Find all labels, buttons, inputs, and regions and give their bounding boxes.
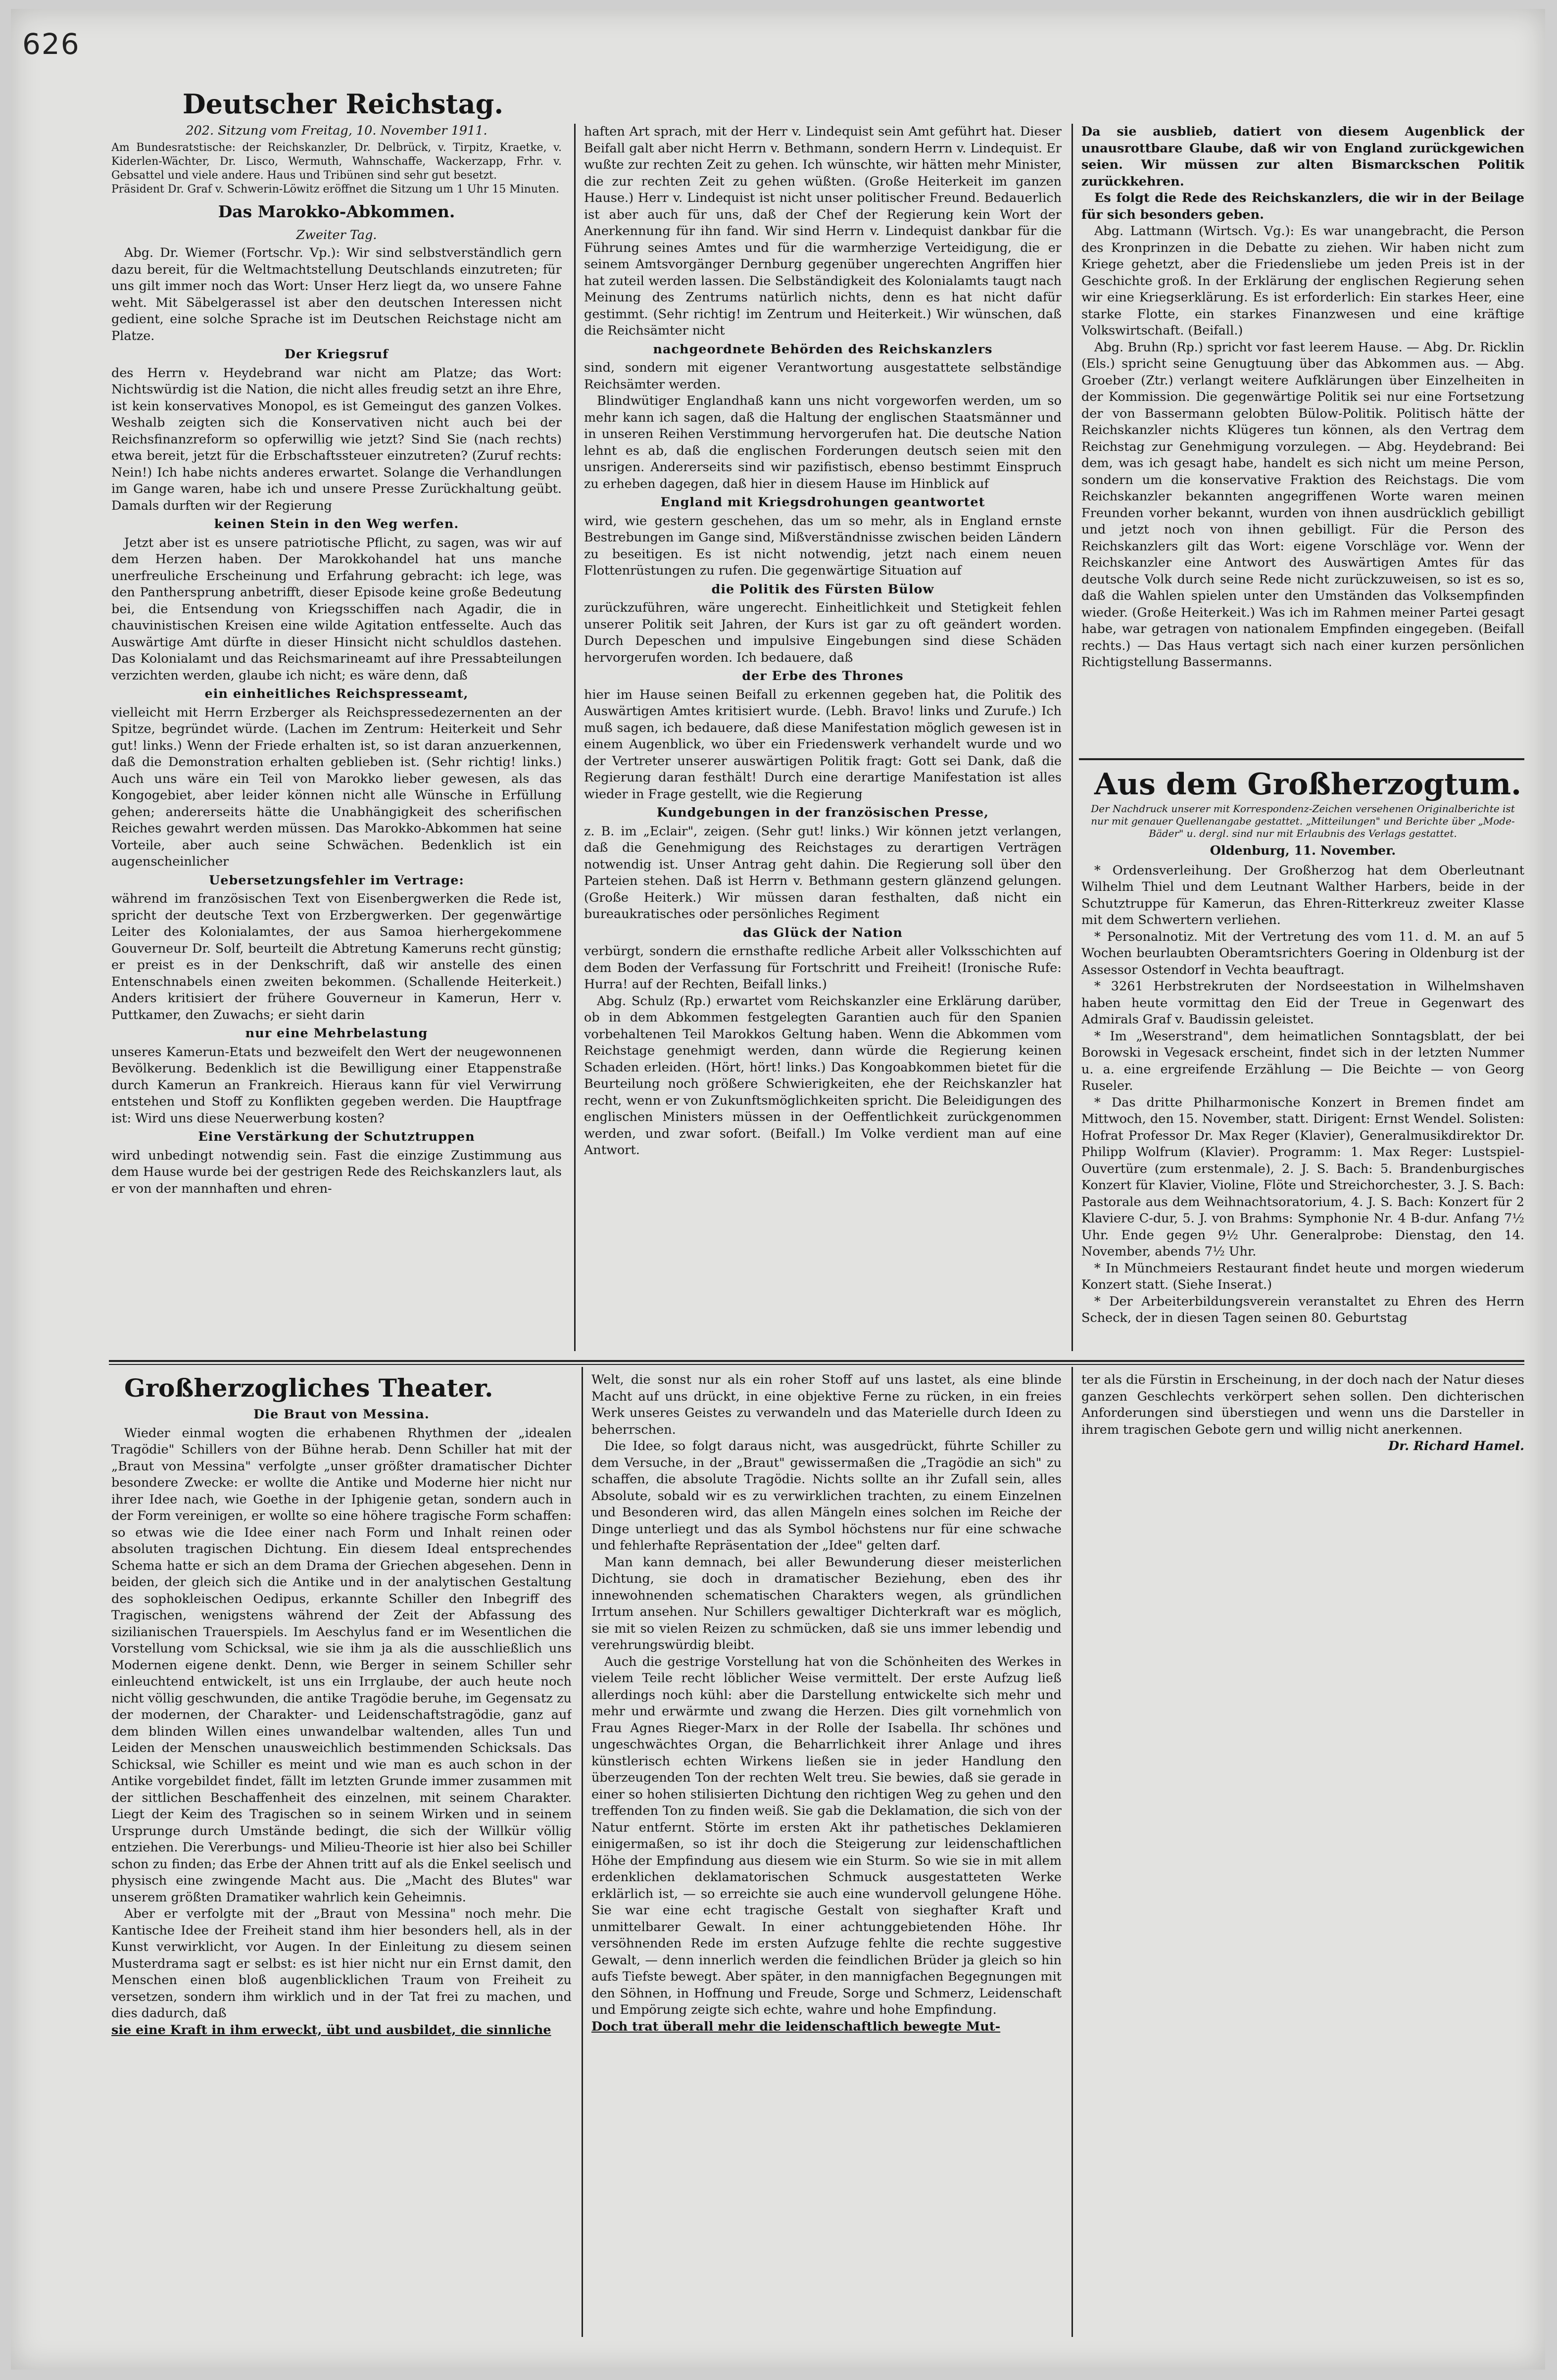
paragraph: Auch die gestrige Vorstellung hat von die Schönheiten des Werkes in vielem Teile recht löblicher Weise vermittelt. Der erste Aufzug ließ allerdings noch kühl: aber die Darstellung entwickelte sich mehr und mehr und erwärmte und zwang die Herzen. Dies gilt vornehmlich von Frau Agnes Rieger-Marx in der Rolle der Isabella. Ihr schönes und ungeschwächtes Organ, die Beharrlichkeit ihrer Anlage und ihres künstlerisch echten Wirkens ließen sie in jeder Handlung den überzeugenden Ton der rechten Welt treu. Sie bewies, daß sie gerade in einer so hohen stilisierten Dichtung den richtigen Weg zu gehen und den treffenden Ton zu finden weiß. Sie gab die Deklamation, die sich von der Natur entfernt. Störte im ersten Akt ihr pathetisches Deklamieren einigermaßen, so ist ihr doch die Steigerung zur leidenschaftlichen Höhe der Empfindung aus diesem wie ein Sturm. So wie sie in mit allem erdenklichen deklamatorischen Schmuck ausgestatteten Werke erklärlich ist, — so erreichte sie auch eine wundervoll gelungene Höhe. Sie war eine echt tragische Gestalt von sieghafter Kraft und unmittelbarer Gewalt. In einer achtunggebietenden Höhe. Ihr versöhnenden Rede im ersten Aufzuge fehlte die rechte suggestive Gewalt, — denn innerlich werden die feindlichen Brüder ja gleich so hin aufs Tiefste bewegt. Aber später, in den mannigfachen Begegnungen mit den Söhnen, in Hoffnung und Freude, Sorge und Schmerz, Leidenschaft und Empörung zeigte sich echte, wahre und hohe Empfindung. — [591, 1654, 1062, 2017]
news-item: * Ordensverleihung. Der Großherzog hat dem Oberleutnant Wilhelm Thiel und dem Leutnant Walther Harbers, beide in der Schutztruppe für Kamerun, das Ehren-Ritterkreuz zweiter Klasse mit dem Schwertern verliehen. — [1081, 863, 1524, 927]
paragraph: Welt, die sonst nur als ein roher Stoff auf uns lastet, als eine blinde Macht auf uns drückt, in eine objektive Ferne zu rücken, in ein freies Werk unseres Geistes zu verwandeln und das Materielle durch Ideen zu beherrschen. — [591, 1372, 1062, 1437]
paragraph: Man kann demnach, bei aller Bewunderung dieser meisterlichen Dichtung, sie doch in dramatischer Beziehung, eben des ihr innewohnenden schematischen Charakters wegen, als gründlichen Irrtum ansehen. Nur Schillers gewaltiger Dichterkraft war es möglich, sie mit so vielen Reizen zu schmücken, daß sie uns immer lebendig und verehrungswürdig bleibt. — [591, 1554, 1062, 1652]
paragraph: ter als die Fürstin in Erscheinung, in der doch nach der Natur dieses ganzen Geschlechts verkörpert sehen sollen. Den dichterischen Anforderungen sind überstiegen und wenn uns die Darsteller in ihrem tragischen Gebote gern und willig nicht anerkennen. — [1081, 1372, 1524, 1437]
paragraph: wird unbedingt notwendig sein. Fast die einzige Zustimmung aus dem Hause wurde bei der gestrigen Rede des Reichskanzlers laut, als er von der mannhaften und ehren- — [111, 1148, 562, 1196]
news-item: * Im „Weserstrand", dem heimatlichen Sonntagsblatt, der bei Borowski in Vegesack erscheint, findet sich in der letzten Nummer u. a. eine ergreifende Erzählung — Die Beichte — von Georg Ruseler. — [1081, 1028, 1524, 1093]
play-title: Die Braut von Messina. — [253, 1407, 430, 1422]
paragraph: z. B. im „Eclair", zeigen. (Sehr gut! links.) Wir können jetzt verlangen, daß die Genehmigung des Reichstages zu derartigen Verträgen notwendig ist. Unser Antrag geht dahin. Die Regierung soll über den Parteien stehen. Daß ist Herrn v. Bethmann gestern glänzend gelungen. (Große Heiterk.) Wir müssen daran festhalten, daß nicht ein bureaukratisches oder persönliches Regiment — [584, 824, 1062, 922]
reichstag-column — [111, 87, 562, 1356]
subheading: die Politik des Fürsten Bülow — [711, 582, 934, 597]
subheading: keinen Stein in den Weg werfen. — [214, 517, 459, 532]
column-rule-3 — [582, 1367, 583, 2337]
subheading: Uebersetzungsfehler im Vertrage: — [209, 873, 464, 888]
paragraph: während im französischen Text von Eisenbergwerken die Rede ist, spricht der deutsche Text von Erzbergwerken. Der gegenwärtige Leiter des Kolonialamtes, der aus Samoa hierhergekommene Gouverneur Dr. Solf, beurteilt die Abtretung Kameruns recht günstig; er preist es in der Denkschrift, daß wir anstelle des einen Entenschnabels einen zweiten bekommen. (Schallende Heiterkeit.) Anders kritisiert der frühere Gouverneur in Kamerun, Herr v. Puttkamer, den Zuwachs; er sieht darin — [111, 891, 562, 1022]
column-rule-2 — [1071, 124, 1073, 1351]
paragraph: zurückzuführen, wäre ungerecht. Einheitlichkeit und Stetigkeit fehlen unserer Politik seit Jahren, der Kurs ist gar zu oft geändert worden. Durch Depeschen und impulsive Eingebungen sind diese Schäden hervorgerufen worden. Ich bedauere, daß — [584, 600, 1062, 665]
session-line: 202. Sitzung vom Freitag, 10. November 1911. — [186, 123, 487, 138]
news-item: * In Münchmeiers Restaurant findet heute und morgen wiederum Konzert statt. (Siehe Inserat.) — [1081, 1261, 1524, 1292]
paragraph: Aber er verfolgte mit der „Braut von Messina" noch mehr. Die Kantische Idee der Freiheit stand ihm hier besonders hell, als in der Kunst verwirklicht, vor Augen. In der Einleitung zu diesem seinen Musterdrama sagt er selbst: es ist hier nicht nur ein Ernst damit, den Menschen einen bloß augenblicklichen Traum von Freiheit zu versetzen, sondern ihm wirklich und in der Tat frei zu machen, und dies dadurch, daß — [111, 1906, 572, 2021]
subheading: Eine Verstärkung der Schutztruppen — [198, 1129, 475, 1144]
review-signature: Dr. Richard Hamel. — [1388, 1439, 1524, 1454]
reichstag-title: Deutscher Reichstag. — [182, 88, 504, 120]
news-item: * Personalnotiz. Mit der Vertretung des vom 11. d. M. an auf 5 Wochen beurlaubten Oberamtsrichters Goering in Oldenburg ist der Assessor Ostendorf in Vechta beauftragt. — [1081, 929, 1524, 977]
paragraph: Blindwütiger Englandhaß kann uns nicht vorgeworfen werden, um so mehr kann ich sagen, daß die Haltung der englischen Staatsmänner und in unseren Reihen Verstimmung hervorgerufen hat. Die deutsche Nation lehnt es ab, daß die englischen Forderungen deutsch seien mit den unsrigen. Andererseits sind wir pazifistisch, ebenso bestimmt Einspruch zu erheben dagegen, daß hier in diesem Hause im Hinblick auf — [584, 393, 1062, 491]
column-rule-4 — [1071, 1367, 1073, 2337]
theater-column-2 — [591, 1372, 1062, 2339]
oldenburg-title: Aus dem Großherzogtum. — [1094, 767, 1521, 802]
subheading: nur eine Mehrbelastung — [245, 1026, 428, 1041]
subheading: England mit Kriegsdrohungen geantwortet — [660, 495, 985, 510]
paragraph: Es folgt die Rede des Reichskanzlers, die wir in der Beilage für sich besonders geben. — [1081, 191, 1524, 222]
theater-title: Großherzogliches Theater. — [124, 1373, 493, 1403]
page-number: 626 — [22, 27, 80, 61]
paragraph: Da sie ausblieb, datiert von diesem Augenblick der unausrottbare Glaube, daß wir von England zurückgewichen seien. Wir müssen zur alten Bismarckschen Politik zurückkehren. — [1081, 124, 1524, 189]
column-rule-1 — [574, 124, 576, 1351]
reichstag-column-2 — [584, 124, 1062, 1356]
president-line: Präsident Dr. Graf v. Schwerin-Löwitz eröffnet die Sitzung um 1 Uhr 15 Minuten. — [111, 183, 560, 195]
news-item: * 3261 Herbstrekruten der Nordseestation in Wilhelmshaven haben heute vormittag den Eid der Treue in Gegenwart des Admirals Graf v. Baudissin geleistet. — [1081, 979, 1524, 1027]
theater-column-3 — [1081, 1372, 1524, 2339]
section-divider — [109, 1360, 1524, 1362]
paragraph: Jetzt aber ist es unsere patriotische Pflicht, zu sagen, was wir auf dem Herzen haben. Der Marokkohandel hat uns manche unerfreuliche Erscheinung und Erfahrung gebracht: ich lege, was den Panthersprung anbetrifft, dieser Episode keine große Bedeutung bei, die Entsendung von Kriegsschiffen nach Agadir, die in chauvinistischen Kreisen eine wilde Agitation entfesselte. Auch das Auswärtige Amt dürfte in dieser Hinsicht nicht schuldlos dastehen. Das Kolonialamt und das Reichsmarineamt auf ihre Pressabteilungen verzichten werden, glaube ich nicht; es wäre denn, daß — [111, 535, 562, 683]
paragraph: verbürgt, sondern die ernsthafte redliche Arbeit aller Volksschichten auf dem Boden der Verfassung für Fortschritt und Freiheit! (Ironische Rufe: Hurra! auf der Rechten, Beifall links.) — [584, 944, 1062, 992]
news-item: * Der Arbeiterbildungsverein veranstaltet zu Ehren des Herrn Scheck, der in diesen Tagen seinen 80. Geburtstag — [1081, 1294, 1524, 1325]
subheading: der Erbe des Thrones — [742, 669, 904, 683]
news-item: * Das dritte Philharmonische Konzert in Bremen findet am Mittwoch, den 15. November, statt. Dirigent: Ernst Wendel. Solisten: Hofrat Professor Dr. Max Reger (Klavier), Generalmusikdirektor Dr. Philipp Wolfrum (Klavier). Programm: 1. Max Reger: Lustspiel-Ouvertüre (zum erstenmale), 2. J. S. Bach: 5. Brandenburgisches Konzert für Klavier, Violine, Flöte und Streichorchester, 3. J. S. Bach: Pastorale aus dem Weihnachtsoratorium, 4. J. S. Bach: Konzert für 2 Klaviere C-dur, 5. J. von Brahms: Symphonie Nr. 4 B-dur. Anfang 7½ Uhr. Ende gegen 9½ Uhr. Generalprobe: Dienstag, den 14. November, abends 7½ Uhr. — [1081, 1095, 1524, 1259]
paragraph: des Herrn v. Heydebrand war nicht am Platze; das Wort: Nichtswürdig ist die Nation, die nicht alles freudig setzt an ihre Ehre, ist kein konservatives Monopol, es ist Gemeingut des ganzen Volkes. Weshalb zeigten sich die Konservativen nicht auch bei der Reichsfinanzreform so opferwillig wie jetzt? Sind Sie (nach rechts) etwa bereit, jetzt für die Erbschaftssteuer einzutreten? (Zuruf rechts: Nein!) Ich habe nichts anderes erwartet. Solange die Verhandlungen im Gange waren, habe ich und unsere Presse Zurückhaltung geübt. Damals durften wir der Regierung — [111, 365, 562, 513]
subheading: das Glück der Nation — [743, 925, 903, 940]
subheading: Der Kriegsruf — [284, 347, 389, 362]
paragraph: hier im Hause seinen Beifall zu erkennen gegeben hat, die Politik des Auswärtigen Amtes kritisiert wurde. (Lebh. Bravo! links und Zurufe.) Ich muß sagen, ich bedauere, daß diese Manifestation möglich gewesen ist in einem Augenblick, wo über ein Friedenswerk verhandelt wurde und wo der Vertreter unserer auswärtigen Politik fragt: Gott sei Dank, daß die Regierung daran festhält! Durch eine derartige Manifestation ist alles wieder in Frage gestellt, wie die Regierung — [584, 687, 1062, 802]
paragraph-end: Doch trat überall mehr die leidenschaftlich bewegte Mut- — [591, 2019, 1001, 2034]
paragraph: unseres Kamerun-Etats und bezweifelt den Wert der neugewonnenen Bevölkerung. Bedenklich ist die Bewilligung einer Etappenstraße durch Kamerun an Frankreich. Hieraus kann für viel Verwirrung entstehen und Stoff zu Konflikten gegeben werden. Die Hauptfrage ist: Wird uns diese Neuerwerbung kosten? — [111, 1044, 562, 1126]
reichstag-column-3 — [1081, 124, 1524, 755]
theater-column-1 — [111, 1372, 572, 2339]
paragraph-end: sie eine Kraft in ihm erweckt, übt und ausbildet, die sinnliche — [111, 2022, 551, 2038]
paragraph: Abg. Schulz (Rp.) erwartet vom Reichskanzler eine Erklärung darüber, ob in dem Abkommen festgelegten Garantien auch für den Spanien vorbehaltenen Teil Marokkos Geltung haben. Wenn die Abkommen vom Reichstage genehmigt werden, dann würde die Regierung keinen Schaden erleiden. (Hört, hört! links.) Das Kongoabkommen bietet für die Beurteilung noch größere Schwierigkeiten, ehe der Reichskanzler hat recht, wenn er von Zukunftsmöglichkeiten spricht. Die Beleidigungen des englischen Ministers müssen in der Oeffentlichkeit zurückgenommen werden, und zwar sofort. (Beifall.) Im Volke verdient man auf eine Antwort. — [584, 993, 1062, 1158]
subheading: ein einheitliches Reichspresseamt, — [204, 686, 469, 701]
paragraph: Abg. Dr. Wiemer (Fortschr. Vp.): Wir sind selbstverständlich gern dazu bereit, für die Weltmachtstellung Deutschlands einzutreten; für uns gilt immer noch das Wort: Unser Herz liegt da, wo unsere Fahne weht. Mit Säbelgerassel ist aber den deutschen Interessen nicht gedient, eine solche Sprache ist im Deutschen Reichstage nicht am Platze. — [111, 245, 562, 343]
bundesrat-intro: Am Bundesratstische: der Reichskanzler, Dr. Delbrück, v. Tirpitz, Kraetke, v. Kiderlen-Wächter, Dr. Lisco, Wermuth, Wahnschaffe, Wackerzapp, Frhr. v. Gebsattel und viele andere. Haus und Tribünen sind sehr gut besetzt. — [111, 141, 562, 182]
dateline: Oldenburg, 11. November. — [1210, 843, 1396, 858]
day-label: Zweiter Tag. — [296, 227, 377, 243]
paragraph: haften Art sprach, mit der Herr v. Lindequist sein Amt geführt hat. Dieser Beifall galt aber nicht Herrn v. Bethmann, sondern Herrn v. Lindequist. Er wußte zur rechten Zeit zu gehen. Ich wünschte, wir hätten mehr Minister, die zur rechten Zeit zu gehen wüßten. (Große Heiterkeit im ganzen Hause.) Herr v. Lindequist ist nicht unser politischer Freund. Bedauerlich ist aber auch für uns, daß der Chef der Regierung kein Wort der Anerkennung für ihn fand. Wir sind Herrn v. Lindequist dankbar für die Führung seines Amtes und für die warmherzige Verteidigung, die er seinem Amtsvorgänger Dernburg gegenüber ungerechten Angriffen hier hat zuteil werden lassen. Die Selbständigkeit des Kolonialamts taugt nach Meinung des Zentrums natürlich nichts, denn es hat nicht dafür gestimmt. (Sehr richtig! im Zentrum und Heiterkeit.) Wir wünschen, daß die Reichsämter nicht — [584, 124, 1062, 338]
marokko-subtitle: Das Marokko-Abkommen. — [218, 201, 455, 221]
subheading: nachgeordnete Behörden des Reichskanzlers — [653, 341, 993, 357]
subheading: Kundgebungen in der französischen Presse, — [656, 805, 989, 820]
paragraph: sind, sondern mit eigener Verantwortung ausgestattete selbständige Reichsämter werden. — [584, 360, 1062, 392]
section-divider-thin — [109, 1364, 1524, 1365]
oldenburg-divider — [1079, 758, 1524, 760]
paragraph: Wieder einmal wogten die erhabenen Rhythmen der „idealen Tragödie" Schillers von der Bühne herab. Denn Schiller hat mit der „Braut von Messina" verfolgte „unser größter dramatischer Dichter besondere Zwecke: er wollte die Antike und Moderne hier nicht nur ihrer Idee nach, wie Goethe in der Iphigenie getan, sondern auch in der Form vereinigen, er wollte so eine höhere tragische Form schaffen: so etwas wie die Idee einer nach Form und Inhalt reinen oder absoluten tragischen Dichtung. Ein diesem Ideal entsprechendes Schema hatte er sich an dem Drama der Griechen abgesehen. Denn in beiden, der gleich sich die Antike und in der analytischen Gestaltung des sophokleischen Oedipus, erkannte Schiller den Inbegriff des Tragischen, wenigstens während der Zeit der Abfassung des sizilianischen Trauerspiels. Im Aeschylus fand er im Wesentlichen die Vorstellung vom Schicksal, wie sie ihm ja als die ausschließlich uns Modernen eigene denkt. Denn, wie Berger in seinem Schiller sehr einleuchtend entwickelt, ist uns ein Irrglaube, der auch heute noch nicht völlig geschwunden, die antike Tragödie beruhe, im Gegensatz zu der modernen, der Charakter- und Leidenschaftstragödie, ganz auf dem blinden Willen eines unwandelbar waltenden, alles Tun und Leiden der Menschen unausweichlich bestimmenden Schicksals. Das Schicksal, wie Schiller es meint und wie man es auch schon in der Antike vorgebildet findet, fällt im letzten Grunde immer zusammen mit der sittlichen Beschaffenheit des einzelnen, mit seinem Charakter. Liegt der Keim des Tragischen so in seinem Wirken und in seinem Ursprunge durch Umstände bedingt, die sich der Willkür völlig entziehen. Die Vererbungs- und Milieu-Theorie ist hier also bei Schiller schon zu finden; das Erbe der Ahnen tritt auf als die Enkel seelisch und physisch eine zwingende Macht aus. Die „Macht des Blutes" war unserem größten Dramatiker wahrlich kein Geheimnis. — [111, 1425, 572, 1905]
reprint-note: Der Nachdruck unserer mit Korrespondenz-Zeichen versehenen Originalberichte ist nur mit genauer Quellenangabe gestattet. „Mitteilungen" und Berichte über „Mode-Bäder" u. dergl. sind nur mit Erlaubnis des Verlags gestattet. — [1091, 803, 1515, 839]
paragraph: Die Idee, so folgt daraus nicht, was ausgedrückt, führte Schiller zu dem Versuche, in der „Braut" gewissermaßen die „Tragödie an sich" zu schaffen, die absolute Tragödie. Nichts sollte an ihr Zufall sein, alles Absolute, sobald wir es zu verwirklichen trachten, zu einem Einzelnen und Besonderen wird, das allen Mängeln eines solchen im Reiche der Dinge unterliegt und das als Symbol höchstens nur für eine schwache und fehlerhafte Repräsentation der „Idee" gelten darf. — [591, 1439, 1062, 1553]
paragraph: Abg. Bruhn (Rp.) spricht vor fast leerem Hause. — Abg. Dr. Ricklin (Els.) spricht seine Genugtuung über das Abkommen aus. — Abg. Groeber (Ztr.) verlangt weitere Aufklärungen über Einzelheiten in der Kommission. Die gegenwärtige Politik sei nur eine Fortsetzung der von Bassermann gelobten Bülow-Politik. Politisch hätte der Reichskanzler nichts Klügeres tun können, als den Vertrag dem Reichstag zur Genehmigung vorzulegen. — Abg. Heydebrand: Bei dem, was ich gesagt habe, handelt es sich nicht um meine Person, sondern um die konservative Fraktion des Reichstags. Die vom Reichskanzler bekannten angegriffenen Worte waren meinen Freunden vorher bekannt, wurden von ihnen ausdrücklich gebilligt und jetzt noch von ihnen gebilligt. Für die Person des Reichskanzlers gilt das Wort: eigene Vorschläge vor. Wenn der Reichskanzler eine Antwort des Auswärtigen Amtes für das deutsche Volk durch seine Rede nicht zurückzuweisen, so ist es so, daß die Wahlen spielen unter den Umständen das Volksempfinden wieder. (Große Heiterkeit.) Was ich im Rahmen meiner Partei gesagt habe, war getragen von nationalem Empfinden eingegeben. (Beifall rechts.) — Das Haus vertagt sich nach einer kurzen persönlichen Richtigstellung Bassermanns. — [1081, 340, 1524, 670]
paragraph: vielleicht mit Herrn Erzberger als Reichspressedezernenten an der Spitze, begründet würde. (Lachen im Zentrum: Heiterkeit und Sehr gut! links.) Wenn der Friede erhalten ist, so ist daran anzuerkennen, daß die Demonstration erhalten geblieben ist. (Sehr richtig! links.) Auch uns wäre ein Teil von Marokko lieber gewesen, als das Kongogebiet, aber leider können nicht alle Wünsche in Erfüllung gehen; andererseits hätte die Unabhängigkeit des scherifischen Reiches gewahrt werden müssen. Das Marokko-Abkommen hat seine Vorteile, aber auch seine Schwächen. Bedenklich ist ein augenscheinlicher — [111, 705, 562, 869]
paragraph: Abg. Lattmann (Wirtsch. Vg.): Es war unangebracht, die Person des Kronprinzen in die Debatte zu ziehen. Wir haben nicht zum Kriege gehetzt, aber die Friedensliebe um jeden Preis ist in der Geschichte groß. In der Erklärung der englischen Regierung sehen wir eine Kriegserklärung. Es ist erforderlich: Ein starkes Heer, eine starke Flotte, ein starkes Finanzwesen und eine kräftige Volkswirtschaft. (Beifall.) — [1081, 224, 1524, 338]
paragraph: wird, wie gestern geschehen, das um so mehr, als in England ernste Bestrebungen im Gange sind, Mißverständnisse zwischen beiden Ländern zu beseitigen. Es ist nicht notwendig, jetzt nach einem neuen Flottenrüstungen zu rufen. Die gegenwärtige Situation auf — [584, 513, 1062, 578]
oldenburg-column — [1081, 766, 1524, 1355]
